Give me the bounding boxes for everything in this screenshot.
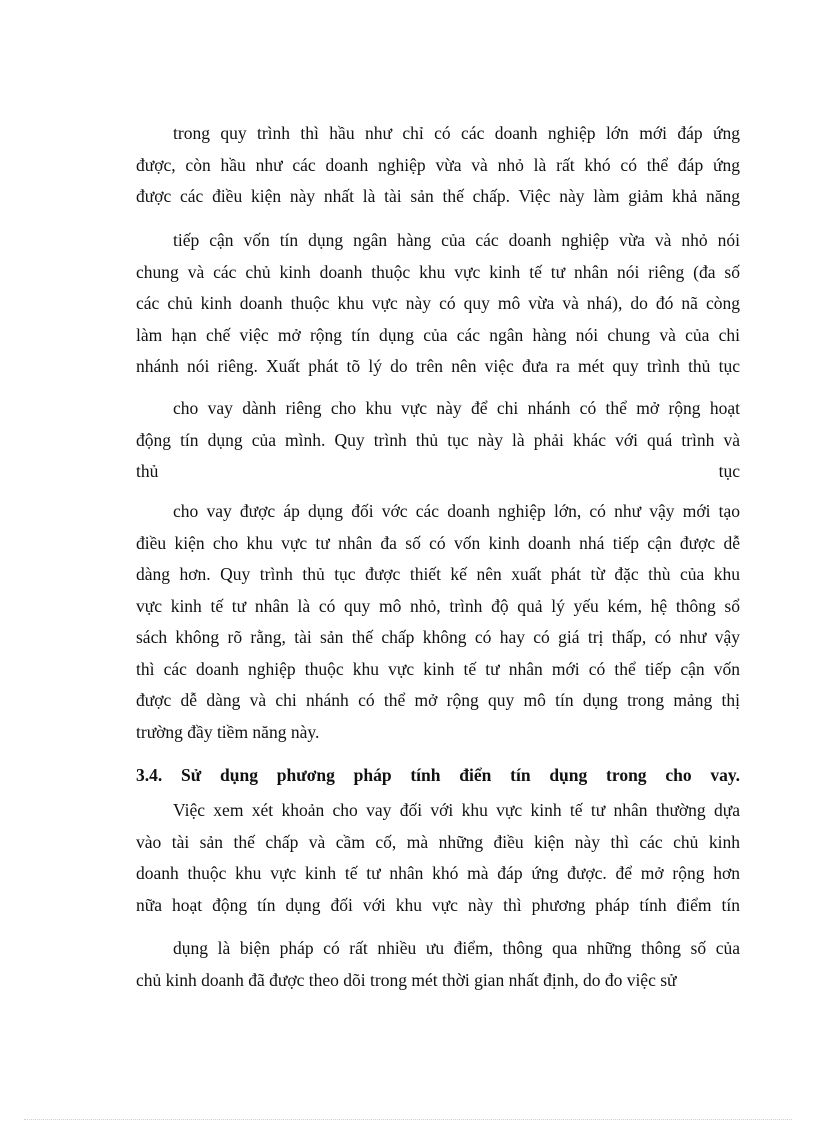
text-line: cho vay được áp dụng đối vớc các doanh nghiệp lớn, có như vậy mới tạo — [173, 501, 740, 521]
text-line: thì các doanh nghiệp thuộc khu vực kinh tế tư nhân mới có thể tiếp cận vốn — [136, 658, 740, 679]
text-line: chung và các chủ kinh doanh thuộc khu vực kinh tế tư nhân nói riêng (đa số — [136, 261, 740, 282]
section-heading: 3.4. Sử dụng phương pháp tính điển tín dụng trong cho vay. — [136, 765, 740, 785]
text-line: dụng là biện pháp có rất nhiều ưu điểm, thông qua những thông số của — [173, 938, 740, 958]
text-line: trong quy trình thì hầu như chỉ có các doanh nghiệp lớn mới đáp ứng — [173, 123, 740, 143]
text-line: được, còn hầu như các doanh nghiệp vừa và nhỏ là rất khó có thể đáp ứng — [136, 154, 740, 175]
text-line: làm hạn chế việc mở rộng tín dụng của các ngân hàng nói chung và của chi — [136, 324, 740, 345]
text-line: vào tài sản thế chấp và cầm cố, mà những điều kiện này thì các chủ kinh — [136, 831, 740, 852]
text-line: các chủ kinh doanh thuộc khu vực này có quy mô vừa và nhá), do đó nã còng — [136, 293, 740, 313]
text-line: trường đầy tiềm năng này. — [136, 721, 320, 742]
text-line: được các điều kiện này nhất là tài sản thế chấp. Việc này làm giảm khả năng — [136, 186, 740, 206]
text-line: được dễ dàng và chi nhánh có thể mở rộng quy mô tín dụng trong mảng thị — [136, 690, 740, 710]
text-line: vực kinh tế tư nhân là có quy mô nhỏ, trình độ quả lý yếu kém, hệ thông sổ — [136, 595, 740, 616]
paragraph-5 — [136, 795, 740, 921]
text-line: sách không rõ rằng, tài sản thế chấp không có hay có giá trị thấp, có như vậy — [136, 627, 740, 647]
paragraph-6 — [136, 933, 740, 996]
text-line: Việc xem xét khoản cho vay đối với khu vực kinh tế tư nhân thường dựa — [173, 800, 740, 820]
paragraph-1 — [136, 118, 740, 213]
paragraph-4 — [136, 496, 740, 748]
text-line: tiếp cận vốn tín dụng ngân hàng của các doanh nghiệp vừa và nhỏ nói — [173, 230, 740, 250]
text-line: nhánh nói riêng. Xuất phát tõ lý do trên nên việc đưa ra mét quy trình thủ tục — [136, 356, 740, 376]
text-line: thủ tục — [136, 461, 740, 481]
text-line: chủ kinh doanh đã được theo dõi trong mét thời gian nhất định, do đo việc sử — [136, 969, 677, 990]
paragraph-2 — [136, 225, 740, 383]
text-line: nữa hoạt động tín dụng đối với khu vực này thì phương pháp tính điểm tín — [136, 894, 740, 915]
text-line: cho vay dành riêng cho khu vực này để chi nhánh có thể mở rộng hoạt — [173, 398, 740, 418]
paragraph-3 — [136, 393, 740, 488]
text-line: động tín dụng của mình. Quy trình thủ tục này là phải khác với quá trình và — [136, 429, 740, 450]
page-footer-divider — [24, 1119, 792, 1120]
text-line: doanh thuộc khu vực kinh tế tư nhân khó mà đáp ứng được. để mở rộng hơn — [136, 863, 740, 883]
text-line: điều kiện cho khu vực tư nhân đa số có vốn kinh doanh nhá tiếp cận được dễ — [136, 532, 740, 553]
text-line: dàng hơn. Quy trình thủ tục được thiết kế nên xuất phát từ đặc thù của khu — [136, 564, 740, 584]
